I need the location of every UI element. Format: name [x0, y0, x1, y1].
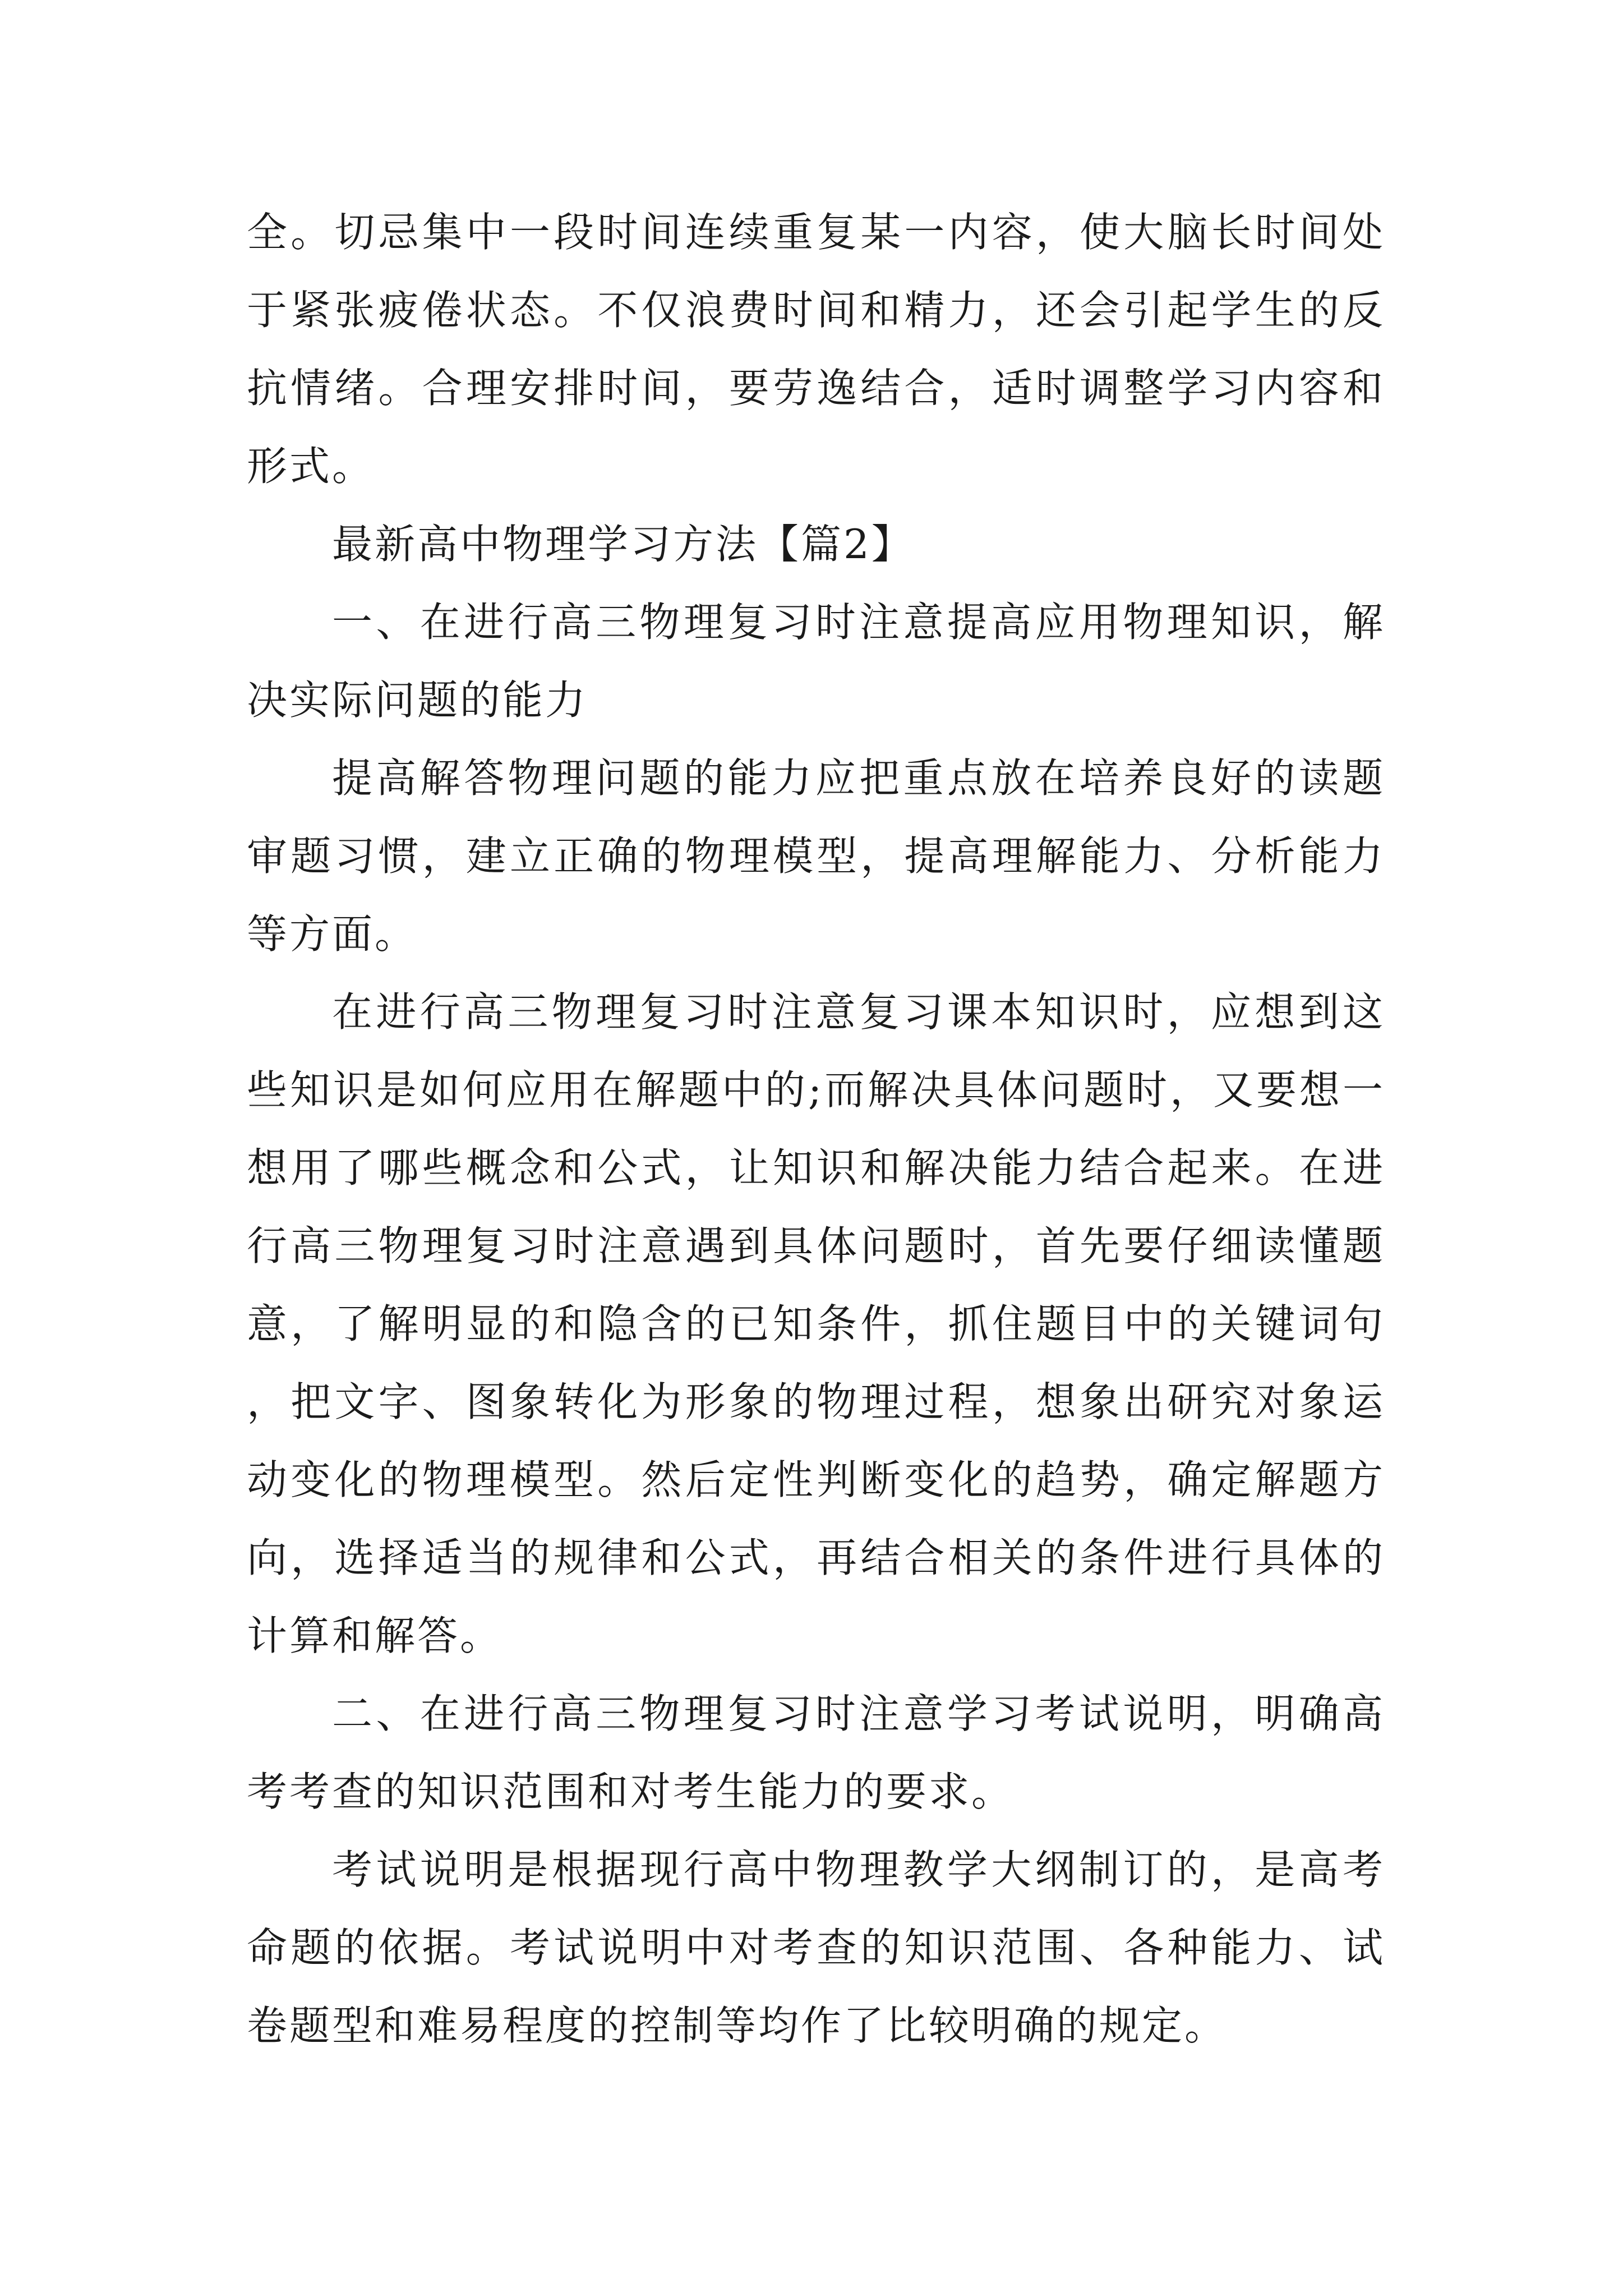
document-body — [247, 194, 1385, 2065]
subheading-one: 一、在进行高三物理复习时注意提高应用物理知识，解决实际问题的能力 — [247, 599, 1385, 724]
section-heading: 最新高中物理学习方法【篇2】 — [332, 521, 914, 568]
paragraph-continuation: 全。切忌集中一段时间连续重复某一内容，使大脑长时间处于紧张疲倦状态。不仅浪费时间和精力，还会引起学生的反抗情绪。合理安排时间，要劳逸结合，适时调整学习内容和形式。 — [247, 209, 1385, 490]
paragraph: 在进行高三物理复习时注意复习课本知识时，应想到这些知识是如何应用在解题中的;而解决具体问题时，又要想一想用了哪些概念和公式，让知识和解决能力结合起来。在进行高三物理复习时注意遇到具体问题时，首先要仔细读懂题意，了解明显的和隐含的已知条件，抓住题目中的关键词句，把文字、图象转化为形象的物理过程，想象出研究对象运动变化的物理模型。然后定性判断变化的趋势，确定解题方向，选择适当的规律和公式，再结合相关的条件进行具体的计算和解答。 — [247, 988, 1385, 1659]
subheading-two: 二、在进行高三物理复习时注意学习考试说明，明确高考考查的知识范围和对考生能力的要求。 — [247, 1690, 1385, 1815]
paragraph: 考试说明是根据现行高中物理教学大纲制订的，是高考命题的依据。考试说明中对考查的知识范围、各种能力、试卷题型和难易程度的控制等均作了比较明确的规定。 — [247, 1846, 1385, 2049]
paragraph: 提高解答物理问题的能力应把重点放在培养良好的读题审题习惯，建立正确的物理模型，提高理解能力、分析能力等方面。 — [247, 754, 1385, 958]
